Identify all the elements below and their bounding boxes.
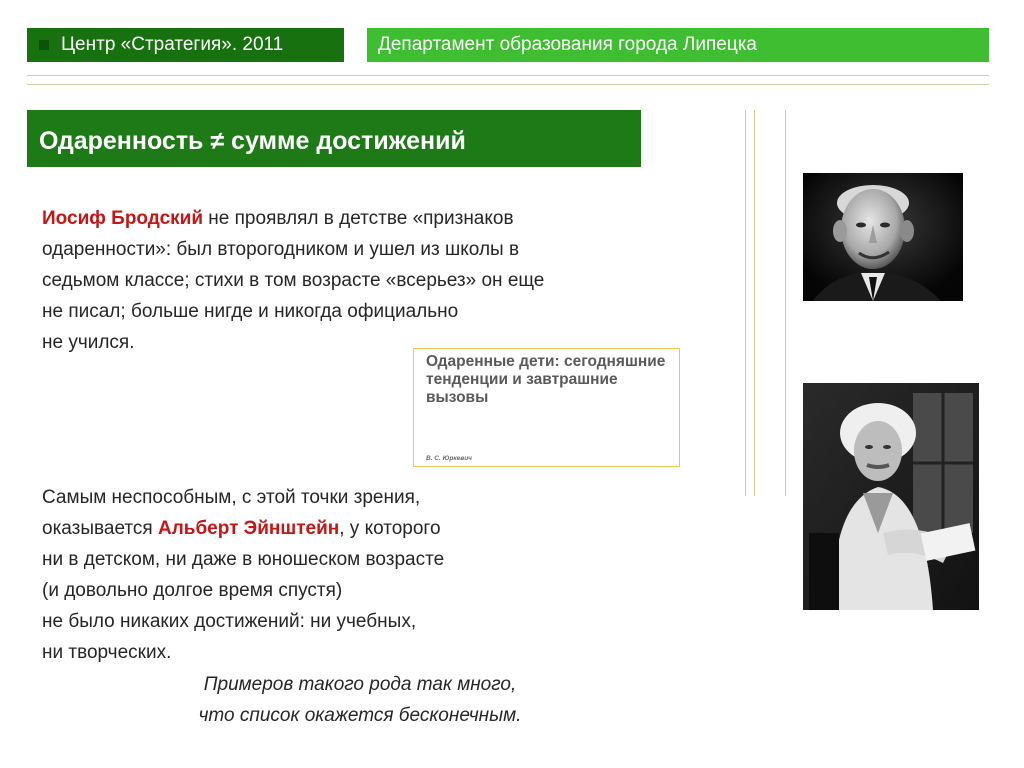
paragraph-line: не было никаких достижений: ни учебных, (42, 611, 417, 632)
vertical-divider (745, 110, 746, 496)
quote-line: Примеров такого рода так много, (203, 674, 517, 695)
paragraph-text: , у которого (339, 518, 441, 539)
divider-line (27, 84, 989, 85)
vertical-divider (785, 110, 786, 496)
vertical-divider (754, 110, 755, 496)
closing-quote (140, 669, 580, 731)
paragraph-line: не учился. (42, 332, 135, 353)
header-left-banner (27, 28, 344, 62)
portrait-photo-icon (803, 173, 963, 301)
einstein-paragraph (42, 482, 602, 668)
slide-title: Одаренность ≠ сумме достижений (39, 127, 466, 155)
paragraph-line (42, 203, 692, 234)
paragraph-line: Самым неспособным, с этой точки зрения, (42, 487, 421, 508)
header-right-label: Департамент образования города Липецка (378, 34, 757, 55)
quote-line: что список окажется бесконечным. (198, 705, 522, 726)
paragraph-line (42, 513, 602, 544)
paragraph-line: (и довольно долгое время спустя) (42, 580, 343, 601)
brodsky-name: Иосиф Бродский (42, 208, 204, 229)
header-right-banner (367, 28, 989, 62)
paragraph-line: не писал; больше нигде и никогда официально (42, 301, 459, 322)
divider-line (27, 75, 989, 76)
paragraph-text: оказывается (42, 518, 158, 539)
header-square-marker (39, 40, 49, 50)
portrait-photo-icon (803, 383, 979, 610)
paragraph-line: одаренности»: был второгодником и ушел из школы в (42, 239, 520, 260)
einstein-portrait (803, 383, 979, 610)
paragraph-text: не проявлял в детстве «признаков (203, 208, 514, 229)
brodsky-paragraph (42, 203, 692, 358)
header-left-label: Центр «Стратегия». 2011 (61, 34, 284, 55)
brodsky-portrait (803, 173, 963, 301)
slide-title-bar (27, 110, 641, 167)
paragraph-line: ни в детском, ни даже в юношеском возрасте (42, 549, 445, 570)
paragraph-line: ни творческих. (42, 642, 172, 663)
book-cover (413, 348, 680, 467)
book-title: Одаренные дети: сегодняшние тенденции и завтрашние вызовы (426, 353, 666, 406)
book-author: В. С. Юркевич (426, 455, 472, 462)
paragraph-line: седьмом классе; стихи в том возрасте «всерьез» он еще (42, 270, 545, 291)
einstein-name: Альберт Эйнштейн (157, 518, 340, 539)
